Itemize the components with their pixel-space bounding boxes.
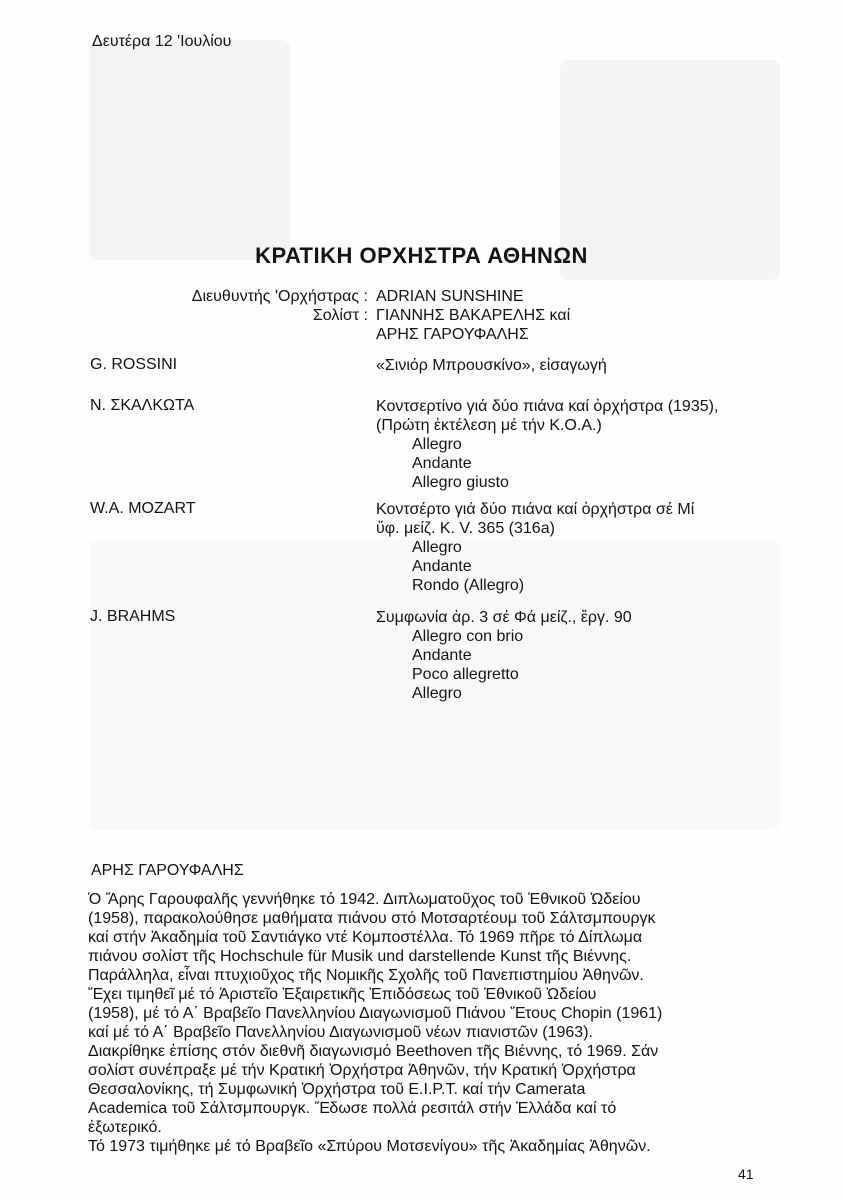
page-title: ΚΡΑΤΙΚΗ ΟΡΧΗΣΤΡΑ ΑΘΗΝΩΝ: [255, 243, 588, 268]
bleed-through-shade: [90, 40, 290, 260]
work-title: «Σινιόρ Μπρουσκίνο», εἰσαγωγή: [376, 357, 607, 374]
movement: Andante: [412, 455, 472, 472]
bio-line: πιάνου σολίστ τῆς Hochschule für Musik und darstellende Kunst τῆς Βιέννης.: [88, 948, 632, 965]
bio-line: καί μέ τό Α΄ Βραβεῖο Πανελληνίου Διαγωνισμοῦ νέων πιανιστῶν (1963).: [88, 1024, 593, 1041]
movement: Allegro giusto: [412, 474, 509, 491]
movement: Poco allegretto: [412, 666, 519, 683]
bio-heading: ΑΡΗΣ ΓΑΡΟΥΦΑΛΗΣ: [91, 862, 244, 879]
date-header: Δευτέρα 12 'Ιουλίου: [92, 33, 232, 50]
director-label: Διευθυντής 'Ορχήστρας :: [191, 288, 368, 305]
soloist-name-2: ΑΡΗΣ ΓΑΡΟΥΦΑΛΗΣ: [376, 326, 529, 343]
bio-line: καί στήν Ἀκαδημία τοῦ Σαντιάγκο ντέ Κομποστέλλα. Τό 1969 πῆρε τό Δίπλωμα: [88, 929, 643, 946]
page-number: 41: [738, 1166, 754, 1182]
movement: Allegro: [412, 685, 462, 702]
bio-line: σολίστ συνέπραξε μέ τήν Κρατική Ὀρχήστρα Ἀθηνῶν, τήν Κρατική Ὀρχήστρα: [88, 1062, 636, 1079]
director-name: ADRIAN SUNSHINE: [376, 288, 524, 305]
movement: Allegro: [412, 436, 462, 453]
work-title-cont: ὕφ. μείζ. K. V. 365 (316a): [376, 520, 555, 537]
composer-name: Ν. ΣΚΑΛΚΩΤΑ: [90, 397, 195, 414]
program-work: [376, 356, 607, 375]
movement: Rondo (Allegro): [412, 577, 525, 594]
movement: Andante: [412, 647, 472, 664]
movement: Allegro con brio: [412, 628, 524, 645]
composer-name: J. BRAHMS: [90, 608, 176, 625]
bio-line: (1958), παρακολούθησε μαθήματα πιάνου στό Μοτσαρτέουμ τοῦ Σάλτσμπουργκ: [88, 910, 656, 927]
bio-line: Τό 1973 τιμήθηκε μέ τό Βραβεῖο «Σπύρου Μοτσενίγου» τῆς Ἀκαδημίας Ἀθηνῶν.: [88, 1138, 651, 1155]
work-title: Κοντσερτίνο γιά δύο πιάνα καί ὀρχήστρα (1935),: [376, 398, 719, 415]
work-title: Κοντσέρτο γιά δύο πιάνα καί ὀρχήστρα σέ Μί: [376, 501, 695, 518]
program-work: [376, 608, 632, 703]
bio-line: Ὁ Ἄρης Γαρουφαλῆς γεννήθηκε τό 1942. Διπλωματοῦχος τοῦ Ἐθνικοῦ Ὠδείου: [88, 891, 641, 908]
composer-name: G. ROSSINI: [90, 356, 178, 373]
bio-line: (1958), μέ τό Α΄ Βραβεῖο Πανελληνίου Διαγωνισμοῦ Πιάνου Ἔτους Chopin (1961): [88, 1005, 663, 1022]
bio-line: Παράλληλα, εἶναι πτυχιοῦχος τῆς Νομικῆς Σχολῆς τοῦ Πανεπιστημίου Ἀθηνῶν.: [88, 967, 644, 984]
bio-text: [88, 890, 778, 1156]
bio-line: Ἔχει τιμηθεῖ μέ τό Ἀριστεῖο Ἐξαιρετικῆς Ἐπιδόσεως τοῦ Ἐθνικοῦ Ὠδείου: [88, 986, 597, 1003]
bio-line: ἐξωτερικό.: [88, 1119, 162, 1136]
bio-line: Διακρίθηκε ἐπίσης στόν διεθνῆ διαγωνισμό Beethoven τῆς Βιέννης, τό 1969. Σάν: [88, 1043, 659, 1060]
soloist-name-1: ΓΙΑΝΝΗΣ ΒΑΚΑΡΕΛΗΣ καί: [376, 307, 571, 324]
bio-line: Academica τοῦ Σάλτσμπουργκ. Ἔδωσε πολλά ρεσιτάλ στήν Ἑλλάδα καί τό: [88, 1100, 617, 1117]
soloist-label: Σολίστ :: [312, 307, 368, 324]
program-work: [376, 500, 694, 595]
movement: Andante: [412, 558, 472, 575]
program-work: [376, 397, 718, 492]
work-title: Συμφωνία ἀρ. 3 σέ Φά μείζ., ἔργ. 90: [376, 609, 632, 626]
bio-line: Θεσσαλονίκης, τή Συμφωνική Ὀρχήστρα τοῦ Ε.Ι.Ρ.Τ. καί τήν Camerata: [88, 1081, 586, 1098]
composer-name: W.A. MOZART: [90, 500, 196, 517]
work-note: (Πρώτη ἐκτέλεση μέ τήν Κ.Ο.Α.): [376, 417, 602, 434]
movement: Allegro: [412, 539, 462, 556]
